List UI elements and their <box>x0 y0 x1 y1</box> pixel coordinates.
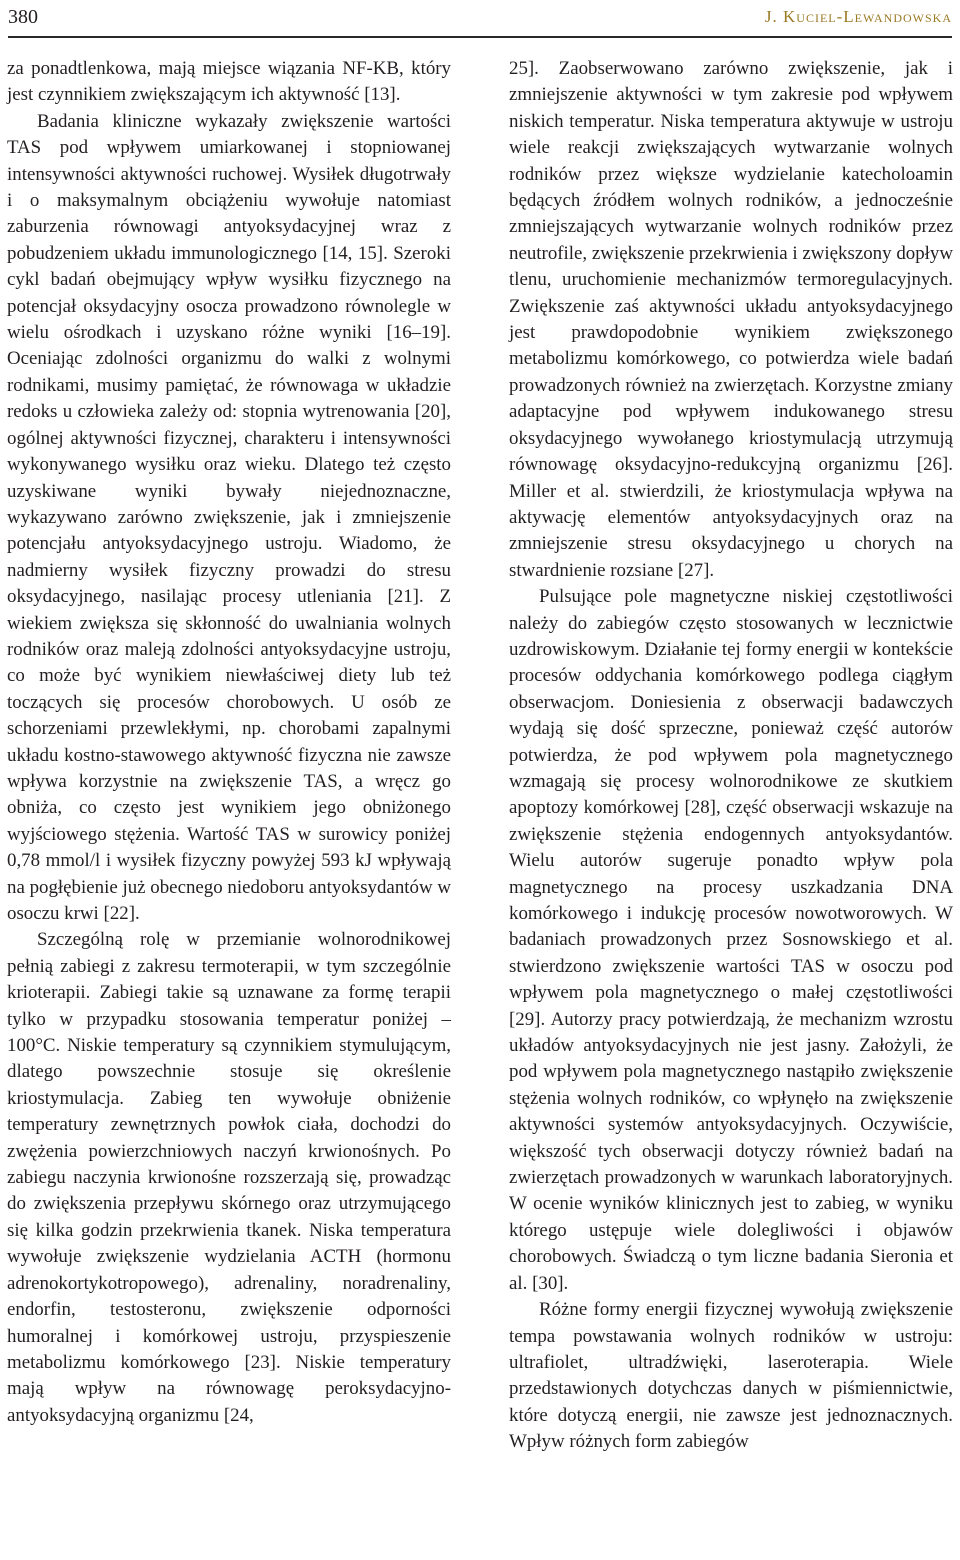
left-column <box>7 56 451 1429</box>
right-column <box>509 56 953 1456</box>
header-rule <box>8 36 952 38</box>
page-number: 380 <box>8 5 38 28</box>
running-header-author: J. Kuciel-Lewandowska <box>764 7 952 26</box>
paragraph: 25]. Zaobserwowano zarówno zwiększenie, jak i zmniejszenie aktywności w tym zakresie pod wpływem niskich temperatur. Niska temperatura aktywuje w ustroju wiele reakcji zwiększających wytwarzanie wolnych rodników przez większe wydzielanie katecholoamin będących źródłem wolnych rodników, a jednocześnie zmniejszających wytwarzanie wolnych rodników przez neutrofile, zwiększenie przekrwienia i zwiększony dopływ tlenu, uruchomienie mechanizmów termoregulacyjnych. Zwiększenie zaś aktywności układu antyoksydacyjnego jest prawdopodobnie wynikiem zwiększonego metabolizmu komórkowego, co potwierdza wiele badań prowadzonych również na zwierzętach. Korzystne zmiany adaptacyjne pod wpływem indukowanego stresu oksydacyjnego wywołanego kriostymulacją utrzymują równowagę oksydacyjno-redukcyjną organizmu [26]. Miller et al. stwierdzili, że kriostymulacja wpływa na aktywację elementów antyoksydacyjnych oraz na zmniejszenie stresu oksydacyjnego u chorych na stwardnienie rozsiane [27]. <box>509 58 953 581</box>
page-header <box>8 0 952 34</box>
paragraph: Różne formy energii fizycznej wywołują zwiększenie tempa powstawania wolnych rodników w ustroju: ultrafiolet, ultradźwięki, laseroterapia. Wiele przedstawionych dotychczas danych w piśmiennictwie, które dotyczą energii, nie zawsze jest jednoznacznych. Wpływ różnych form zabiegów <box>509 1299 953 1453</box>
paragraph: Szczególną rolę w przemianie wolnorodnikowej pełnią zabiegi z zakresu termoterapii, w tym szczególnie krioterapii. Zabiegi takie są uznawane za formę terapii tylko w przypadku stosowania temperatur poniżej –100°C. Niskie temperatury są czynnikiem stymulującym, dlatego powszechnie stosuje się określenie kriostymulacja. Zabieg ten wywołuje obniżenie temperatury zewnętrznych powłok ciała, dochodzi do zwężenia powierzchniowych naczyń krwionośnych. Po zabiegu naczynia krwionośne rozszerzają się, prowadząc do zwiększenia przepływu skórnego oraz utrzymującego się kilka godzin przekrwienia tkanek. Niska temperatura wywołuje zwiększenie wydzielania ACTH (hormonu adrenokortykotropowego), adrenaliny, noradrenaliny, endorfin, testosteronu, zwiększenie odporności humoralnej i komórkowej ustroju, przyspieszenie metabolizmu komórkowego [23]. Niskie temperatury mają wpływ na równowagę peroksydacyjno-antyoksydacyjną organizmu [24, <box>7 929 451 1426</box>
paragraph: Badania kliniczne wykazały zwiększenie wartości TAS pod wpływem umiarkowanej i stopniowanej intensywności aktywności ruchowej. Wysiłek długotrwały i o maksymalnym obciążeniu wywołuje natomiast zaburzenia równowagi antyoksydacyjnej wraz z pobudzeniem układu immunologicznego [14, 15]. Szeroki cykl badań obejmujący wpływ wysiłku fizycznego na potencjał oksydacyjny osocza prowadzono równolegle w wielu ośrodkach i uzyskano różne wyniki [16–19]. Oceniając zdolności organizmu do walki z wolnymi rodnikami, musimy pamiętać, że równowaga w układzie redoks u człowieka zależy od: stopnia wytrenowania [20], ogólnej aktywności fizycznej, charakteru i intensywności wykonywanego wysiłku oraz wieku. Dlatego też często uzyskiwane wyniki bywały niejednoznaczne, wykazywano zarówno zwiększenie, jak i zmniejszenie potencjału antyoksydacyjnego ustroju. Wiadomo, że nadmierny wysiłek fizyczny prowadzi do stresu oksydacyjnego, nasilając procesy utleniania [21]. Z wiekiem zwiększa się skłonność do uwalniania wolnych rodników oraz maleją zdolności antyoksydacyjne ustroju, co może być wynikiem niewłaściwej diety lub też toczących się procesów chorobowych. U osób ze schorzeniami przewlekłymi, np. chorobami zapalnymi układu kostno-stawowego aktywność fizyczna nie zawsze wpływa korzystnie na zwiększenie TAS, a wręcz go obniża, co często jest wynikiem jego obniżonego wyjściowego stężenia. Wartość TAS w surowicy poniżej 0,78 mmol/l i wysiłek fizyczny powyżej 593 kJ wpływają na pogłębienie już obecnego niedoboru antyoksydantów w osoczu krwi [22]. <box>7 110 451 924</box>
paragraph: za ponadtlenkowa, mają miejsce wiązania NF-KB, który jest czynnikiem zwiększającym ich aktywność [13]. <box>7 58 451 106</box>
paragraph: Pulsujące pole magnetyczne niskiej częstotliwości należy do zabiegów często stosowanych w lecznictwie uzdrowiskowym. Działanie tej formy energii w kontekście procesów oddychania komórkowego podlega ciągłym obserwacjom. Doniesienia z obserwacji badawczych wydają się dość sprzeczne, ponieważ część autorów potwierdza, że pod wpływem pola magnetycznego wzmagają się procesy wolnorodnikowe ze skutkiem apoptozy komórkowej [28], część obserwacji wskazuje na zwiększenie stężenia endogennych antyoksydantów. Wielu autorów sugeruje ponadto wpływ pola magnetycznego na procesy uszkadzania DNA komórkowego i indukcję procesów nowotworowych. W badaniach prowadzonych przez Sosnowskiego et al. stwierdzono zwiększenie wartości TAS w osoczu pod wpływem pola magnetycznego o małej częstotliwości [29]. Autorzy pracy potwierdzają, że mechanizm wzrostu układów antyoksydacyjnych nie jest jasny. Założyli, że pod wpływem pola magnetycznego nastąpiło zwiększenie stężenia wolnych rodników, co wpłynęło na zwiększenie aktywności systemów antyoksydacyjnych. Oczywiście, większość tych obserwacji dotyczy również badań na zwierzętach prowadzonych w warunkach laboratoryjnych. W ocenie wyników klinicznych jest to zabieg, w wyniku którego ustępuje wiele dolegliwości i objawów chorobowych. Świadczą o tym liczne badania Sieronia et al. [30]. <box>509 586 953 1294</box>
